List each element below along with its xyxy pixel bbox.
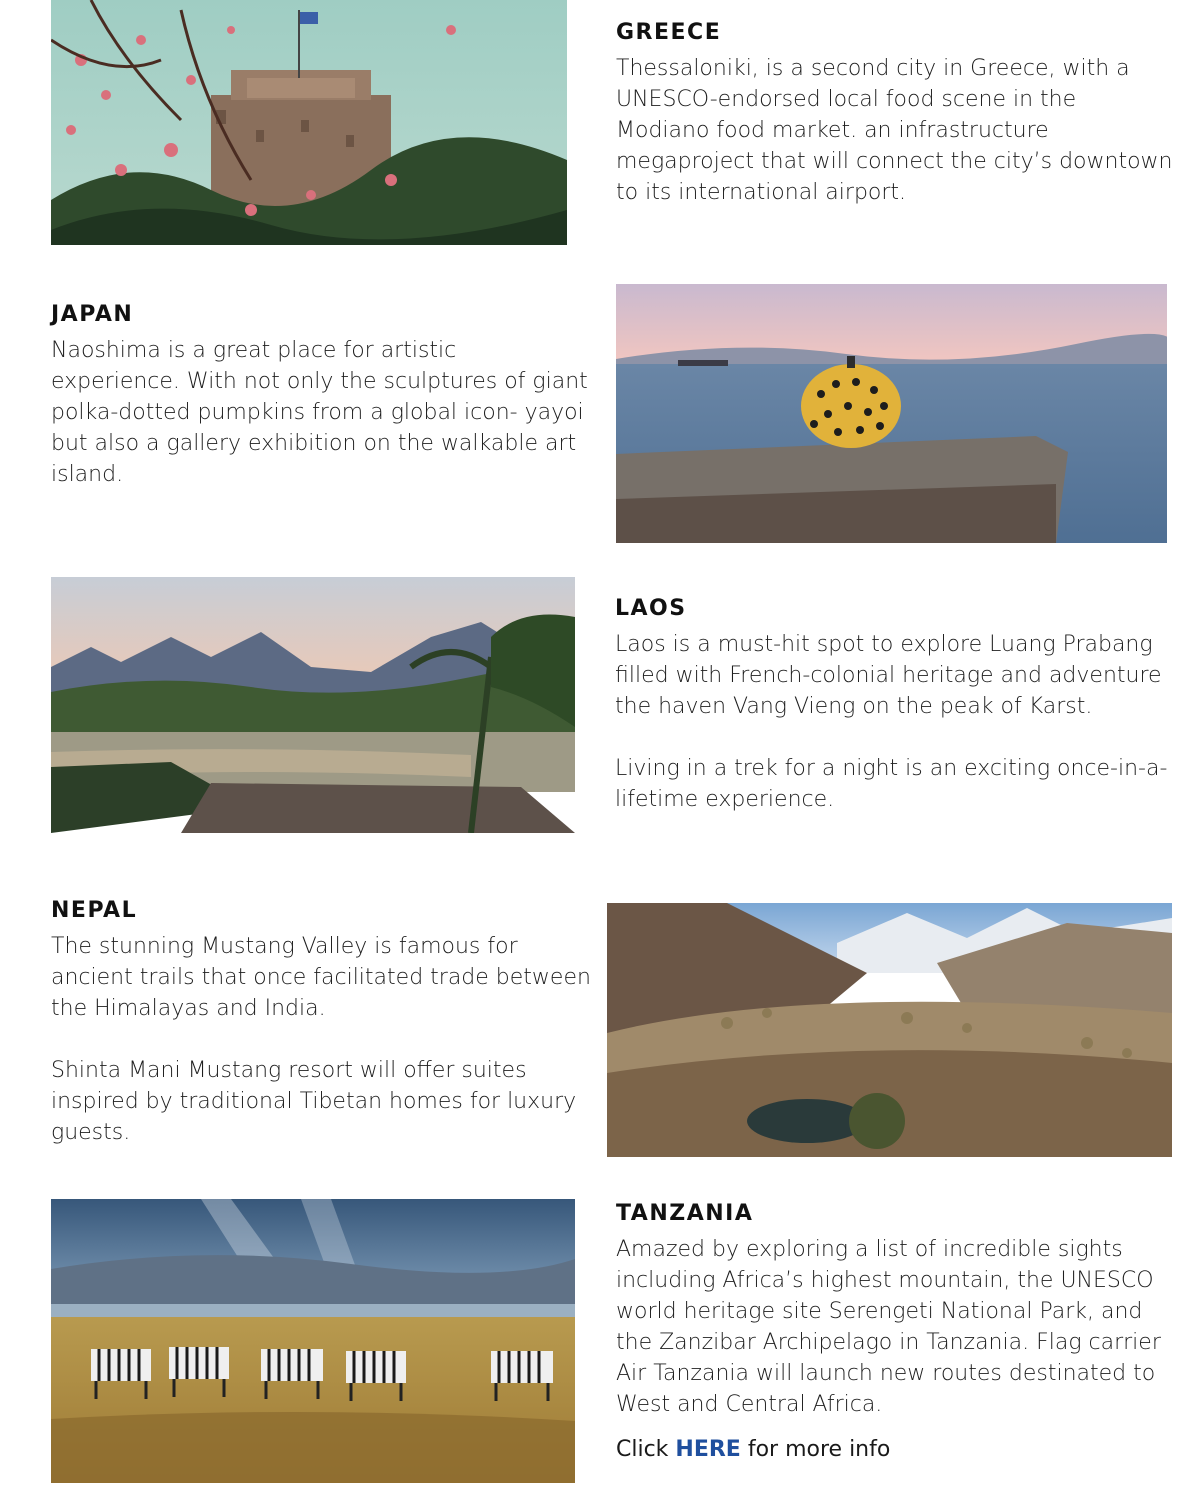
section-heading-japan: JAPAN (51, 302, 134, 327)
section-heading-laos: LAOS (615, 596, 687, 621)
more-info-suffix: for more info (747, 1437, 891, 1462)
section-laos (615, 596, 1175, 815)
section-japan (51, 302, 591, 490)
section-text-laos-1: Laos is a must-hit spot to explore Luang Prabang filled with French-colonial heritage and adventure the haven Vang Vieng on the peak of Karst. (615, 632, 1162, 719)
white-tower-photo (51, 0, 567, 245)
section-nepal (51, 898, 591, 1148)
more-info-line (616, 1434, 1176, 1465)
section-text-nepal-2: Shinta Mani Mustang resort will offer suites inspired by traditional Tibetan homes for luxury guests. (51, 1058, 577, 1145)
more-info-prefix: Click (616, 1437, 669, 1462)
river-valley-photo (51, 577, 575, 833)
section-text-tanzania: Amazed by exploring a list of incredible sights including Africa’s highest mountain, the UNESCO world heritage site Serengeti National Park, and the Zanzibar Archipelago in Tanzania. Flag carrier Air Tanzania will launch new routes destinated to West and Central Africa. (616, 1237, 1161, 1417)
yellow-pumpkin-photo (616, 284, 1167, 543)
section-text-laos-2: Living in a trek for a night is an exciting once-in-a-lifetime experience. (615, 756, 1168, 812)
mustang-valley-photo (607, 903, 1172, 1157)
section-tanzania (616, 1201, 1176, 1465)
more-info-link[interactable]: HERE (675, 1437, 741, 1462)
section-text-nepal-1: The stunning Mustang Valley is famous for ancient trails that once facilitated trade between the Himalayas and India. (51, 934, 591, 1021)
section-heading-greece: GREECE (616, 20, 722, 45)
section-heading-tanzania: TANZANIA (616, 1201, 754, 1226)
section-heading-nepal: NEPAL (51, 898, 138, 923)
section-greece (616, 20, 1176, 208)
section-text-japan: Naoshima is a great place for artistic experience. With not only the sculptures of giant polka-dotted pumpkins from a global icon- yayoi but also a gallery exhibition on the walkable art island. (51, 338, 588, 487)
section-text-greece: Thessaloniki, is a second city in Greece, with a UNESCO-endorsed local food scene in the Modiano food market. an infrastructure megaproject that will connect the city’s downtown to its international airport. (616, 56, 1173, 205)
zebras-savanna-photo (51, 1199, 575, 1483)
